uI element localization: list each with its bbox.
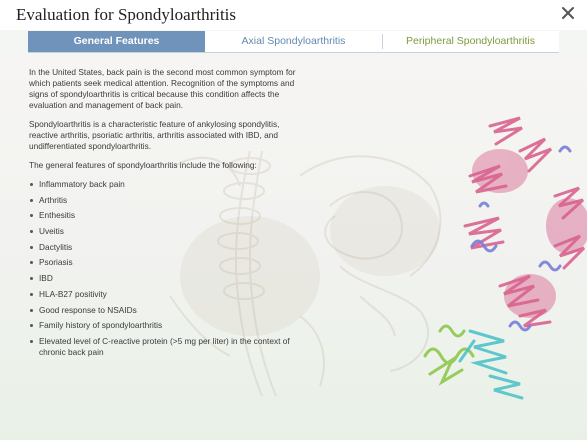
list-item: Psoriasis	[29, 257, 299, 268]
tab-axial-spondyloarthritis[interactable]: Axial Spondyloarthritis	[241, 35, 346, 47]
tab-peripheral-spondyloarthritis[interactable]: Peripheral Spondyloarthritis	[382, 31, 559, 52]
close-icon-glyph	[560, 5, 576, 21]
general-features-content	[29, 67, 299, 363]
tab-general-features[interactable]: General Features	[28, 31, 205, 52]
features-list	[29, 179, 299, 358]
list-item: Family history of spondyloarthritis	[29, 320, 299, 331]
close-icon[interactable]	[560, 5, 576, 21]
list-item: IBD	[29, 273, 299, 284]
tab-bar	[28, 31, 559, 53]
list-intro-paragraph: The general features of spondyloarthritis include the following:	[29, 160, 257, 170]
list-item: Inflammatory back pain	[29, 179, 299, 190]
list-item: Good response to NSAIDs	[29, 305, 299, 316]
list-item: Enthesitis	[29, 210, 299, 221]
list-item: Uveitis	[29, 226, 299, 237]
dialog-title: Evaluation for Spondyloarthritis	[16, 5, 237, 24]
list-item: Dactylitis	[29, 242, 299, 253]
title-bar	[0, 0, 587, 30]
definition-paragraph: Spondyloarthritis is a characteristic feature of ankylosing spondylitis, reactive arthritis, psoriatic arthritis, arthritis associated with IBD, and undifferentiated spondyloarthritis.	[29, 119, 280, 151]
intro-paragraph: In the United States, back pain is the second most common symptom for which patients seek medical attention. Recognition of the symptoms and signs of spondyloarthritis is critical because this condition affects the evaluation and management of back pain.	[29, 67, 296, 110]
list-item: Elevated level of C-reactive protein (>5 mg per liter) in the context of chronic back pain	[29, 336, 299, 358]
list-item: HLA-B27 positivity	[29, 289, 299, 300]
list-item: Arthritis	[29, 195, 299, 206]
